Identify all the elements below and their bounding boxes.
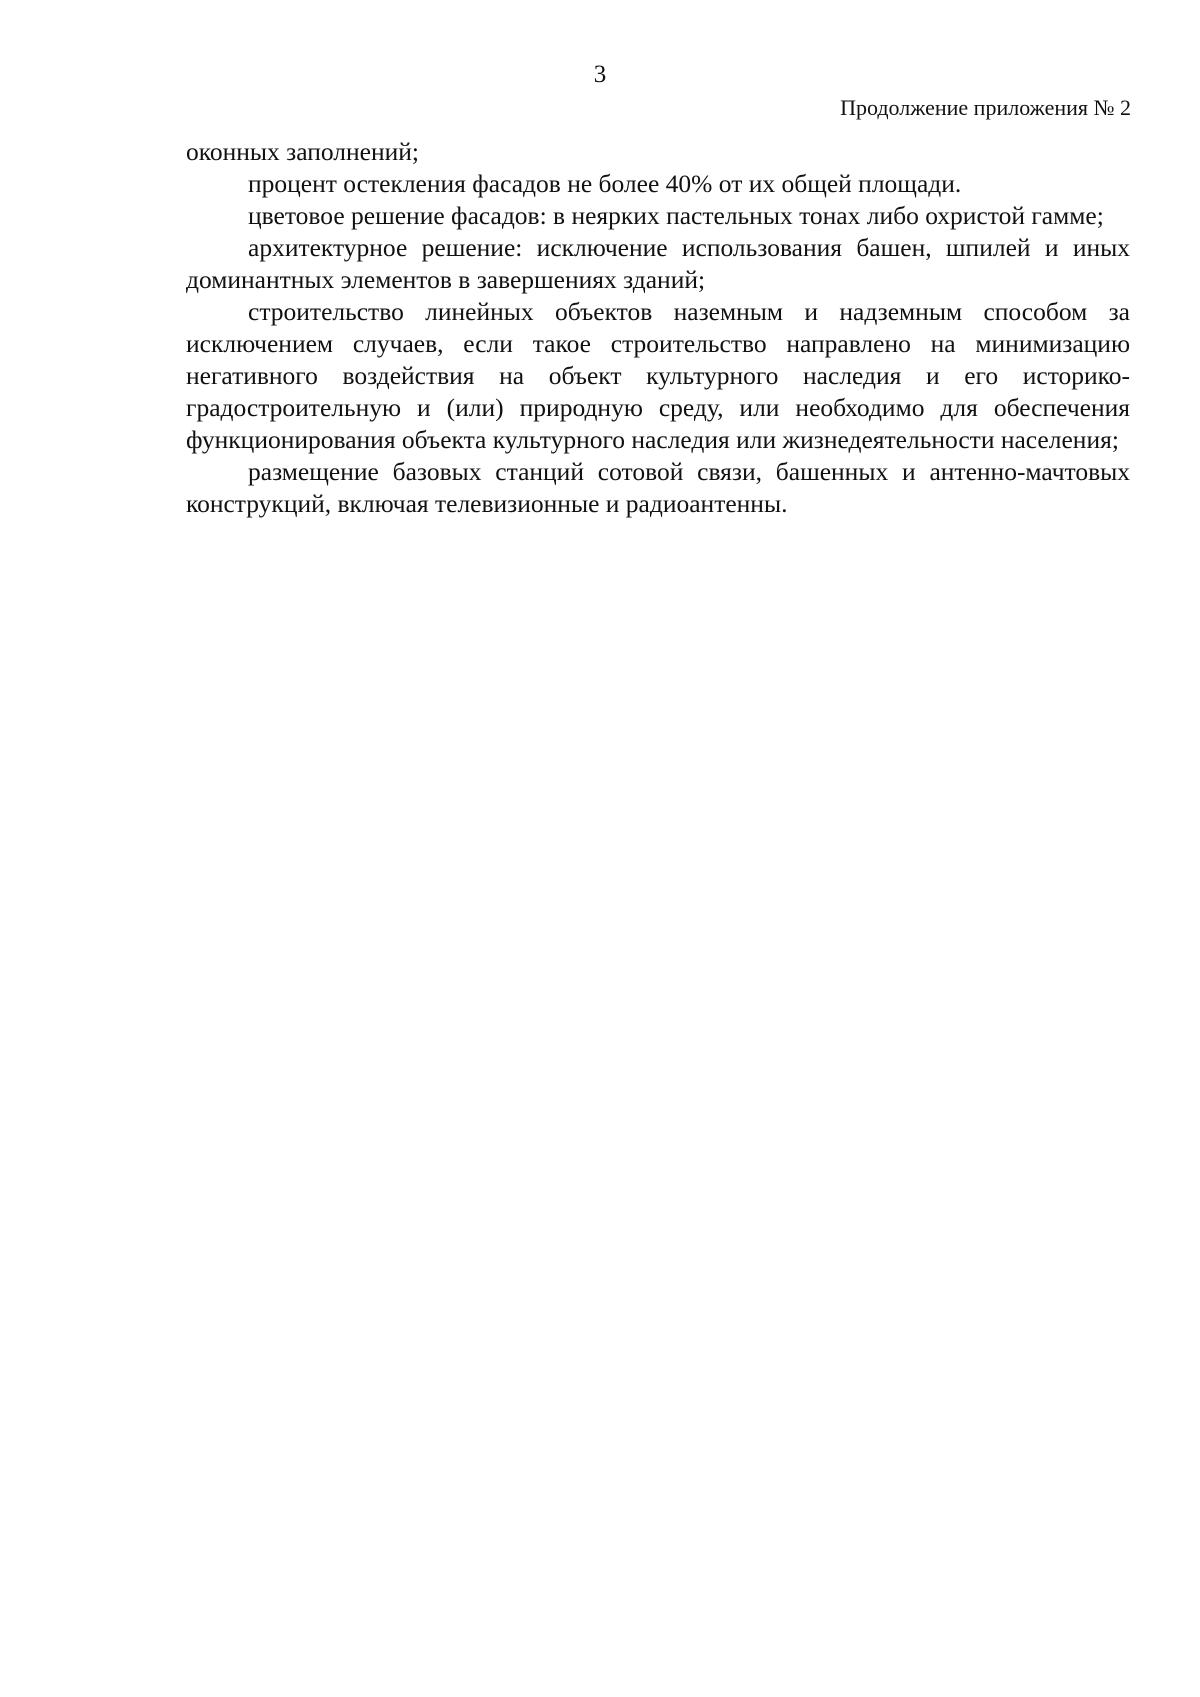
paragraph-cellular-stations: размещение базовых станций сотовой связи, башенных и антенно-мачтовых конструкций, включая телевизионные и радиоантенны. (186, 457, 1130, 518)
document-body (186, 136, 1130, 520)
appendix-continuation-note: Продолжение приложения № 2 (840, 95, 1131, 120)
page-number-text: 3 (593, 61, 607, 88)
paragraph-architectural-solution: архитектурное решение: исключение использования башен, шпилей и иных доминантных элементов в завершениях зданий; (186, 233, 1130, 294)
paragraph-glazing-percent: процент остекления фасадов не более 40% от их общей площади. (248, 169, 962, 198)
page-number (0, 60, 1200, 90)
paragraph-linear-objects: строительство линейных объектов наземным и надземным способом за исключением случаев, если такое строительство направлено на минимизацию негативного воздействия на объект культурного наследия и его историко-градостроительную и (или) природную среду, или необходимо для обеспечения функционирования объекта культурного наследия или жизнедеятельности населения; (186, 297, 1130, 454)
paragraph-facade-color: цветовое решение фасадов: в неярких пастельных тонах либо охристой гамме; (248, 201, 1104, 230)
paragraph-window-fillings: оконных заполнений; (186, 137, 419, 166)
